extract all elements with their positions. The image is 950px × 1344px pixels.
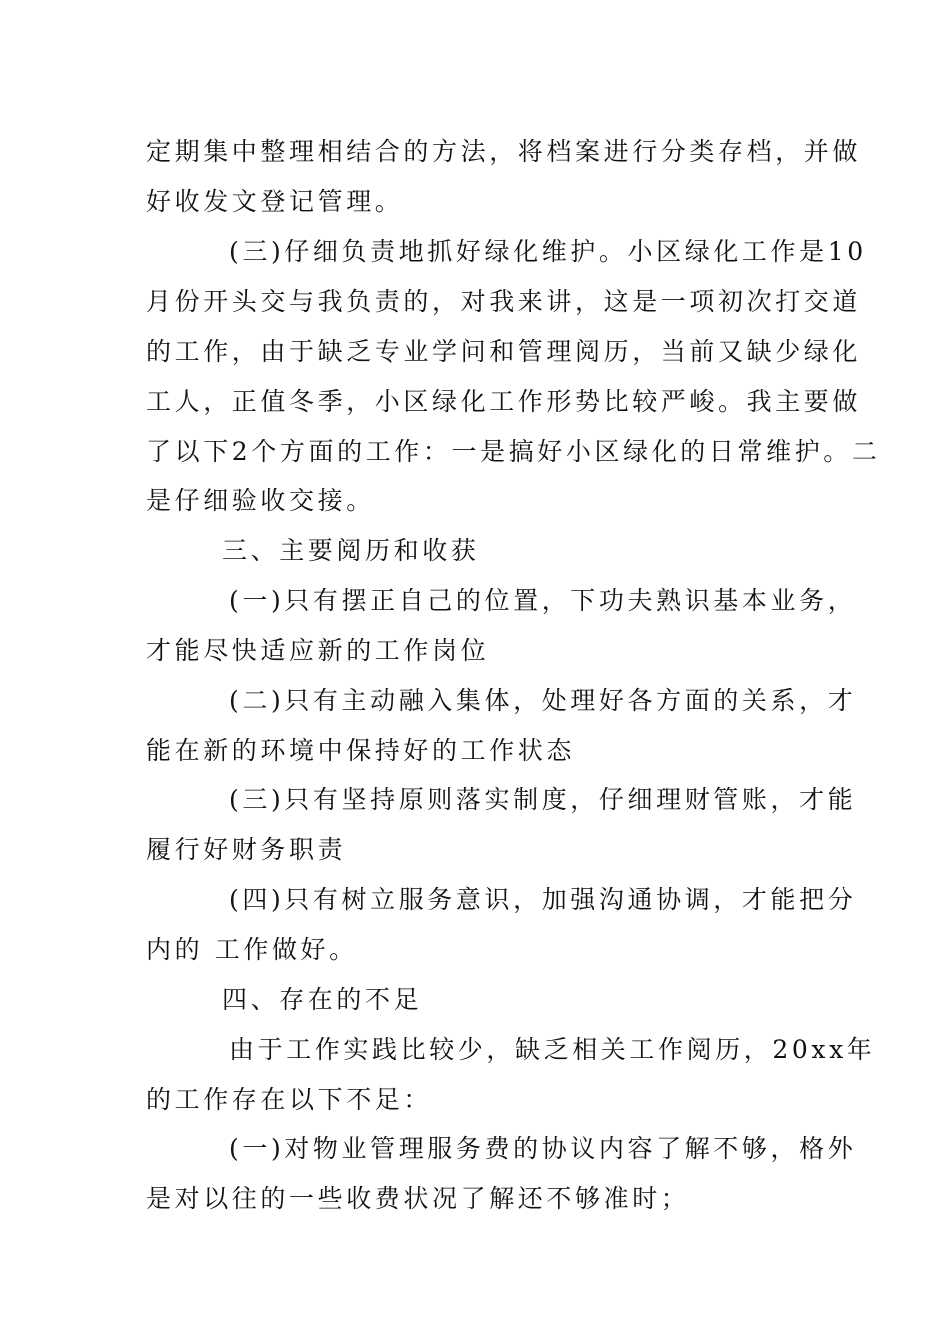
paragraph-line: 的工作存在以下不足：: [146, 1085, 433, 1114]
paragraph-line: 工人，正值冬季，小区绿化工作形势比较严峻。我主要做: [146, 387, 862, 416]
paragraph-line: 的工作，由于缺乏专业学问和管理阅历，当前又缺少绿化: [146, 337, 862, 366]
paragraph-line: 能在新的环境中保持好的工作状态: [146, 736, 576, 765]
paragraph-line: 定期集中整理相结合的方法，将档案进行分类存档，并做: [146, 137, 862, 166]
paragraph-line: 月份开头交与我负责的，对我来讲，这是一项初次打交道: [146, 287, 862, 316]
paragraph-line: 才能尽快适应新的工作岗位: [146, 636, 490, 665]
section-heading: 四、存在的不足: [222, 985, 423, 1014]
paragraph-line: 由于工作实践比较少，缺乏相关工作阅历，20xx年: [229, 1035, 876, 1064]
paragraph-line: (一)对物业管理服务费的协议内容了解不够，格外: [229, 1134, 857, 1163]
paragraph-line: 内的 工作做好。: [146, 935, 358, 964]
paragraph-line: 履行好财务职责: [146, 835, 347, 864]
paragraph-line: 了以下2个方面的工作：一是搞好小区绿化的日常维护。二: [146, 437, 881, 466]
paragraph-line: (一)只有摆正自己的位置，下功夫熟识基本业务，: [229, 586, 857, 615]
paragraph-line: 是仔细验收交接。: [146, 486, 375, 515]
paragraph-line: 好收发文登记管理。: [146, 187, 404, 216]
paragraph-line: (三)只有坚持原则落实制度，仔细理财管账，才能: [229, 785, 857, 814]
paragraph-line: (二)只有主动融入集体，处理好各方面的关系，才: [229, 686, 857, 715]
paragraph-line: (三)仔细负责地抓好绿化维护。小区绿化工作是10: [229, 237, 867, 266]
paragraph-line: 是对以往的一些收费状况了解还不够准时；: [146, 1184, 690, 1213]
paragraph-line: (四)只有树立服务意识，加强沟通协调，才能把分: [229, 885, 857, 914]
section-heading: 三、主要阅历和收获: [222, 536, 480, 565]
